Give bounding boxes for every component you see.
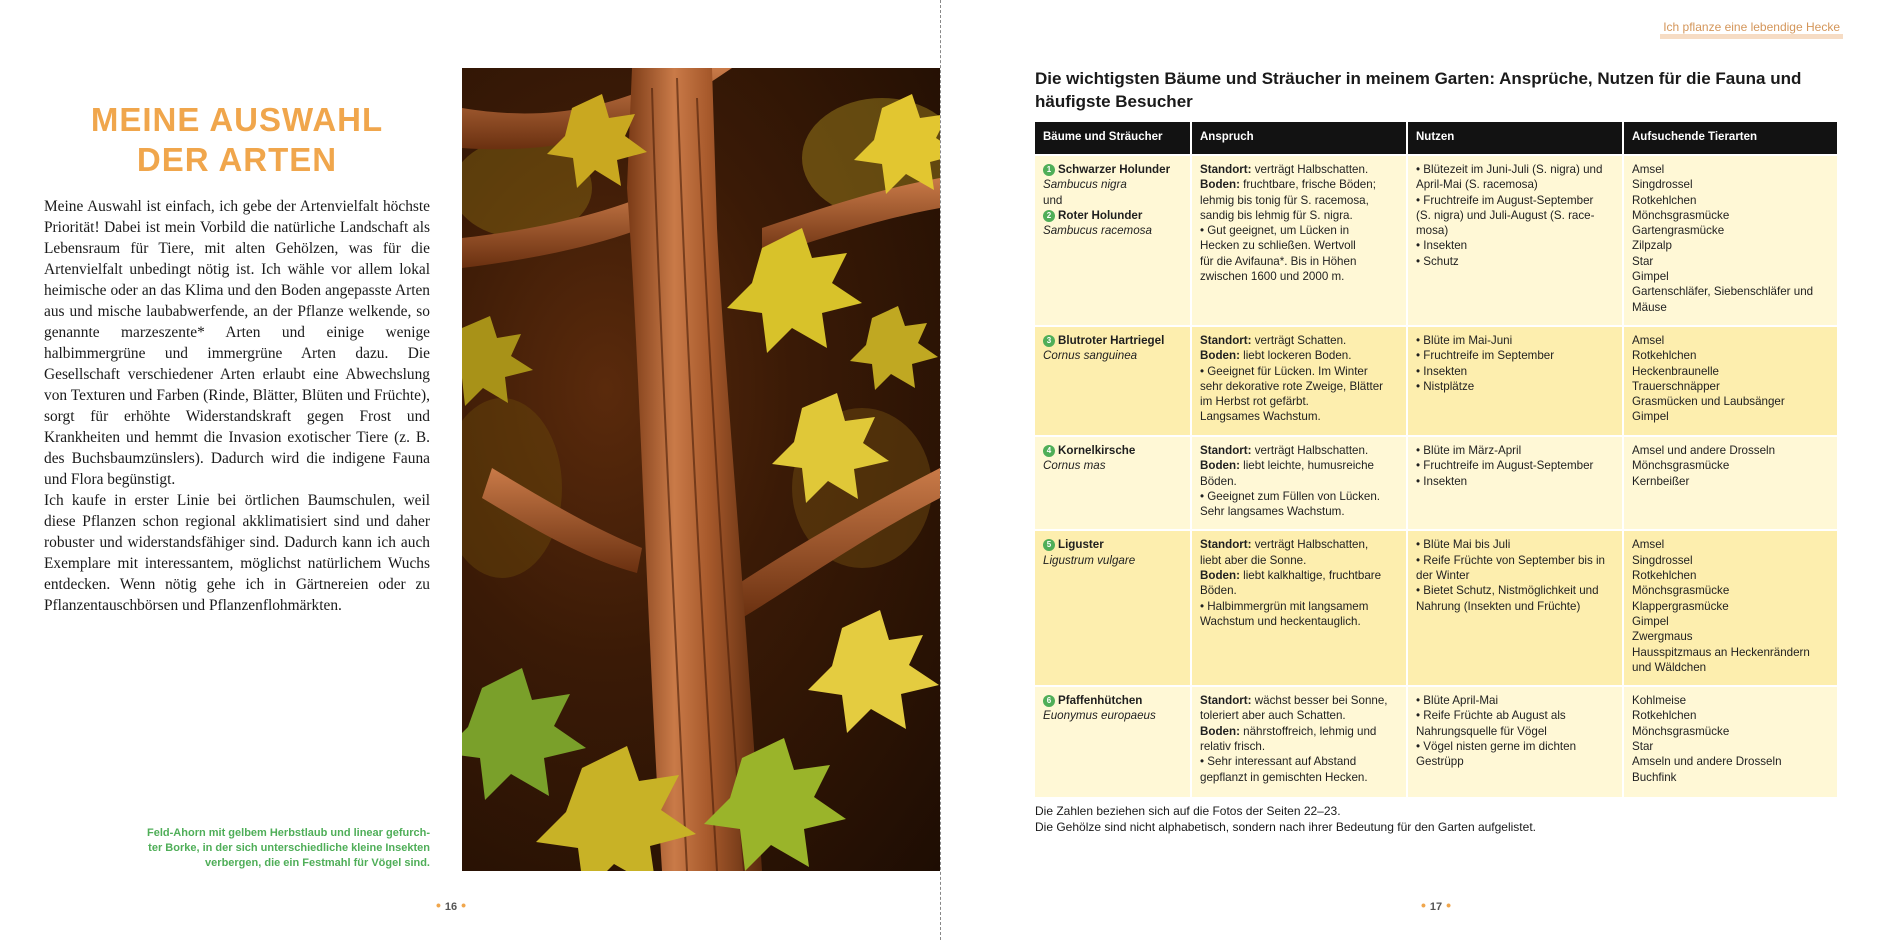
plant-common-name: Roter Holunder [1058,208,1143,222]
requirement-line [1200,553,1398,568]
photo-number-badge: 6 [1043,695,1055,707]
folio-dot: • [1421,897,1426,913]
visiting-species-line: Trauerschnäpper [1632,379,1720,393]
running-head: Ich pflanze eine lebendige Hecke [1660,20,1843,39]
plant-connector: und [1043,193,1063,207]
requirement-label: Boden: [1200,178,1240,192]
requirement-line [1200,208,1398,223]
requirement-line [1200,254,1398,269]
requirement-line [1200,614,1398,629]
requirement-line [1200,599,1398,614]
benefit-line: mosa) [1416,224,1449,238]
table-row [1035,529,1837,685]
plant-entry [1043,537,1182,568]
visiting-species-line: Klappergrasmücke [1632,599,1729,613]
visiting-species-line: Mönchsgrasmücke [1632,584,1730,598]
requirement-text: gepflanzt in gemischten Hecken. [1200,770,1368,784]
visiting-species-line: Gartenschläfer, Siebenschläfer und [1632,285,1814,299]
page-number-value: 17 [1429,901,1443,913]
requirement-text: verträgt Halbschatten. [1251,443,1369,457]
requirement-text: liebt lockeren Boden. [1239,349,1352,363]
requirement-text: fruchtbare, frische Böden; [1239,178,1376,192]
requirement-line [1200,474,1398,489]
requirement-text: • Gut geeignet, um Lücken in [1200,224,1350,238]
folio-dot: • [461,897,467,913]
requirement-line [1200,379,1398,394]
folio-dot: • [436,897,441,913]
benefit-line: Nahrungsquelle für Vögel [1416,724,1547,738]
requirement-line [1200,458,1398,473]
benefit-line: • Schutz [1416,254,1459,268]
benefit-line: • Vögel nisten gerne im dichten [1416,740,1577,754]
visiting-species-line: Amsel [1632,538,1665,552]
visiting-species-line: Hausspitzmaus an Heckenrändern [1632,645,1810,659]
plant-entry [1043,443,1182,474]
plant-cell [1035,685,1192,797]
requirement-label: Boden: [1200,349,1240,363]
visiting-species-line: Gartengrasmücke [1632,224,1725,238]
caption-line: verbergen, die ein Festmahl für Vögel sind. [205,857,430,869]
requirement-label: Standort: [1200,538,1252,552]
requirement-line [1200,177,1398,192]
plant-common-name: Kornelkirsche [1058,443,1136,457]
requirement-line [1200,333,1398,348]
requirement-line [1200,193,1398,208]
visiting-species-line: Singdrossel [1632,178,1693,192]
section-heading [44,100,430,180]
benefit-line: • Blüte Mai bis Juli [1416,538,1511,552]
table-row [1035,325,1837,435]
requirement-label: Boden: [1200,459,1240,473]
requirement-line [1200,708,1398,723]
benefit-cell [1408,325,1624,435]
heading-line: DER ARTEN [136,141,338,178]
requirement-line [1200,724,1398,739]
benefit-line: • Blüte im März-April [1416,443,1522,457]
requirement-text: sehr dekorative rote Zweige, Blätter [1200,379,1384,393]
table-row [1035,685,1837,797]
benefit-cell [1408,435,1624,529]
plant-common-name: Liguster [1058,538,1104,552]
benefit-line: der Winter [1416,569,1470,583]
table-row [1035,435,1837,529]
benefit-line: • Blüte April-Mai [1416,694,1499,708]
requirement-line [1200,537,1398,552]
benefit-line: Nahrung (Insekten und Früchte) [1416,599,1581,613]
visiting-species-line: Star [1632,254,1654,268]
plant-latin-name: Cornus mas [1043,459,1106,473]
requirement-line [1200,754,1398,769]
visiting-species-line: Kernbeißer [1632,474,1690,488]
visiting-species-line: Gimpel [1632,410,1669,424]
plant-common-name: Blutroter Hartriegel [1058,333,1165,347]
requirement-text: verträgt Halbschatten. [1251,163,1369,176]
benefit-cell [1408,154,1624,325]
photo-caption [140,826,430,871]
benefit-line: • Insekten [1416,474,1468,488]
requirement-text: Hecken zu schließen. Wertvoll [1200,239,1356,253]
folio-dot: • [1446,897,1452,913]
requirement-label: Standort: [1200,163,1252,176]
field-maple-photo [462,68,940,871]
visiting-species-cell [1624,435,1837,529]
plant-cell [1035,154,1192,325]
requirement-line [1200,568,1398,583]
requirement-label: Standort: [1200,694,1252,708]
visiting-species-line: Rotkehlchen [1632,193,1697,207]
caption-line: ter Borke, in der sich unterschiedliche kleine Insekten [148,842,430,854]
plant-latin-name: Sambucus nigra [1043,178,1127,192]
visiting-species-line: Rotkehlchen [1632,709,1697,723]
requirement-line [1200,504,1398,519]
note-line: Die Zahlen beziehen sich auf die Fotos der Seiten 22–23. [1035,804,1341,818]
requirement-label: Standort: [1200,443,1252,457]
requirement-text: für die Avifauna*. Bis in Höhen [1200,254,1357,268]
requirement-line [1200,583,1398,598]
visiting-species-line: Mönchsgrasmücke [1632,724,1730,738]
requirement-line [1200,770,1398,785]
visiting-species-line: Heckenbraunelle [1632,364,1720,378]
requirement-text: • Geeignet für Lücken. Im Winter [1200,364,1368,378]
requirement-text: im Herbst rot gefärbt. [1200,395,1309,409]
plant-latin-name: Euonymus europaeus [1043,709,1156,723]
requirement-text: • Sehr interessant auf Abstand [1200,755,1357,769]
plant-latin-name: Ligustrum vulgare [1043,553,1136,567]
visiting-species-line: Gimpel [1632,270,1669,284]
benefit-cell [1408,685,1624,797]
paragraph: Ich kaufe in erster Linie bei örtlichen Baumschulen, weil diese Pflanzen schon regional akklimatisiert sind und daher robuster und widerstandsfähiger sind. Dadurch kann ich auch Exemplare mit interessantem, möglichst natürlichem Wuchs entdecken. Wenn nötig gehe ich in Gärtnereien oder zu Pflanzentauschbörsen und Pflanzenflohmärkten. [44,492,430,614]
visiting-species-line: Zilpzalp [1632,239,1672,253]
species-table [1035,122,1837,797]
heading-line: MEINE AUSWAHL [90,101,384,138]
benefit-line: • Insekten [1416,364,1468,378]
requirement-line [1200,238,1398,253]
requirement-text: verträgt Halbschatten, [1251,538,1369,552]
visiting-species-line: Mönchsgrasmücke [1632,459,1730,473]
visiting-species-line: Buchfink [1632,770,1677,784]
requirement-label: Boden: [1200,724,1240,738]
visiting-species-line: Rotkehlchen [1632,349,1697,363]
visiting-species-line: Rotkehlchen [1632,569,1697,583]
plant-common-name: Pfaffenhütchen [1058,694,1143,708]
page-number [432,897,470,913]
visiting-species-line: Amsel [1632,163,1665,176]
table-header-row [1035,122,1837,154]
visiting-species-line: Star [1632,740,1654,754]
requirement-text: Langsames Wachstum. [1200,410,1321,424]
requirement-text: verträgt Schatten. [1251,333,1347,347]
plant-entry [1043,162,1182,193]
visiting-species-cell [1624,685,1837,797]
requirement-text: Wachstum und heckentauglich. [1200,614,1361,628]
requirement-line [1200,223,1398,238]
visiting-species-line: Singdrossel [1632,553,1693,567]
benefit-line: • Bietet Schutz, Nistmöglichkeit und [1416,584,1599,598]
requirement-text: toleriert aber auch Schatten. [1200,709,1346,723]
benefit-line: • Blüte im Mai-Juni [1416,333,1513,347]
requirement-cell [1192,154,1408,325]
visiting-species-line: Amsel und andere Drosseln [1632,443,1776,457]
visiting-species-line: Gimpel [1632,614,1669,628]
plant-cell [1035,325,1192,435]
benefit-line: Gestrüpp [1416,755,1464,769]
photo-number-badge: 4 [1043,445,1055,457]
benefit-line: • Fruchtreife im August-September [1416,193,1594,207]
requirement-text: lehmig bis tonig für S. racemosa, [1200,193,1369,207]
visiting-species-line: Grasmücken und Laubsänger [1632,395,1785,409]
note-line: Die Gehölze sind nicht alphabetisch, sondern nach ihrer Bedeutung für den Garten aufgelistet. [1035,820,1536,834]
visiting-species-line: Mäuse [1632,300,1667,314]
benefit-line: (S. nigra) und Juli-August (S. race- [1416,208,1595,222]
requirement-cell [1192,529,1408,685]
requirement-line [1200,348,1398,363]
requirement-line [1200,409,1398,424]
visiting-species-line: Amseln und andere Drosseln [1632,755,1782,769]
table-notes [1035,803,1815,835]
photo-number-badge: 5 [1043,539,1055,551]
visiting-species-line: Amsel [1632,333,1665,347]
requirement-text: Sehr langsames Wachstum. [1200,505,1345,519]
visiting-species-cell [1624,325,1837,435]
column-header: Anspruch [1192,122,1408,154]
column-header: Bäume und Sträucher [1035,122,1192,154]
photo-number-badge: 1 [1043,164,1055,176]
visiting-species-line: Kohlmeise [1632,694,1687,708]
requirement-text: • Halbimmergrün mit langsamem [1200,599,1369,613]
plant-latin-name: Sambucus racemosa [1043,224,1152,238]
plant-latin-name: Cornus sanguinea [1043,349,1138,363]
requirement-text: • Geeignet zum Füllen von Lücken. [1200,489,1380,503]
benefit-line: April-Mai (S. racemosa) [1416,178,1538,192]
requirement-text: nährstoffreich, lehmig und [1239,724,1377,738]
requirement-text: zwischen 1600 und 2000 m. [1200,270,1345,284]
right-page [941,0,1880,940]
requirement-line [1200,443,1398,458]
requirement-line [1200,162,1398,177]
requirement-text: liebt kalkhaltige, fruchtbare [1239,569,1382,583]
requirement-text: Böden. [1200,474,1237,488]
requirement-line [1200,269,1398,284]
requirement-text: liebt leichte, humusreiche [1239,459,1374,473]
table-title: Die wichtigsten Bäume und Sträucher in meinem Garten: Ansprüche, Nutzen für die Fauna und häufigste Besucher [1035,69,1802,111]
page-number-value: 16 [444,901,458,913]
benefit-line: • Reife Früchte ab August als [1416,709,1566,723]
requirement-text: liebt aber die Sonne. [1200,553,1307,567]
requirement-text: wächst besser bei Sonne, [1251,694,1388,708]
plant-entry [1043,333,1182,364]
benefit-line: • Reife Früchte von September bis in [1416,553,1606,567]
caption-line: Feld-Ahorn mit gelbem Herbstlaub und linear gefurch- [147,827,430,839]
benefit-line: • Blütezeit im Juni-Juli (S. nigra) und [1416,163,1603,176]
plant-common-name: Schwarzer Holunder [1058,163,1171,176]
requirement-line [1200,394,1398,409]
plant-entry [1043,208,1182,239]
body-text [44,196,430,616]
requirement-line [1200,364,1398,379]
paragraph: Meine Auswahl ist einfach, ich gebe der Artenvielfalt höchste Priorität! Dabei ist mein Vorbild die natürliche Landschaft als Lebensraum für Tiere, mit alten Gehölzen, was für die Artenvielfalt unbedingt nötig ist. Ich wähle vor allem lokal heimische oder an das Klima und den Boden angepasste Arten aus und mische laubabwerfende, an der Pflanze welkende, so genannte marzeszente* Arten und einige wenige halbimmergrüne und immergrüne Arten dazu. Die Gesellschaft verschiedener Arten erlaubt eine Abwechslung von Texturen und Farben (Rinde, Blätter, Blüten und Früchte), sorgt für erhöhte Widerstandskraft gegen Frost und Krankheiten und hemmt die Invasion exotischer Tiere (z. B. des Buchsbaumzünslers). Dadurch wird die indigene Fauna und Flora begünstigt. [44,198,430,488]
visiting-species-line: und Wäldchen [1632,660,1707,674]
requirement-label: Standort: [1200,333,1252,347]
photo-number-badge: 2 [1043,210,1055,222]
requirement-label: Boden: [1200,569,1240,583]
column-header: Aufsuchende Tierarten [1624,122,1837,154]
photo-number-badge: 3 [1043,335,1055,347]
maple-branch-illustration [462,68,940,871]
plant-cell [1035,435,1192,529]
requirement-cell [1192,325,1408,435]
benefit-line: • Fruchtreife im August-September [1416,459,1594,473]
benefit-line: • Nistplätze [1416,379,1475,393]
visiting-species-line: Zwergmaus [1632,630,1693,644]
visiting-species-line: Mönchsgrasmücke [1632,208,1730,222]
requirement-text: relativ frisch. [1200,740,1266,754]
visiting-species-cell [1624,529,1837,685]
plant-cell [1035,529,1192,685]
requirement-text: Böden. [1200,584,1237,598]
column-header: Nutzen [1408,122,1624,154]
table-body [1035,154,1837,797]
requirement-line [1200,693,1398,708]
benefit-line: • Insekten [1416,239,1468,253]
requirement-cell [1192,685,1408,797]
requirement-cell [1192,435,1408,529]
benefit-line: • Fruchtreife im September [1416,349,1555,363]
visiting-species-cell [1624,154,1837,325]
page-number [1417,897,1455,913]
benefit-cell [1408,529,1624,685]
requirement-text: sandig bis lehmig für S. nigra. [1200,208,1353,222]
table-row [1035,154,1837,325]
requirement-line [1200,489,1398,504]
plant-entry [1043,693,1182,724]
requirement-line [1200,739,1398,754]
